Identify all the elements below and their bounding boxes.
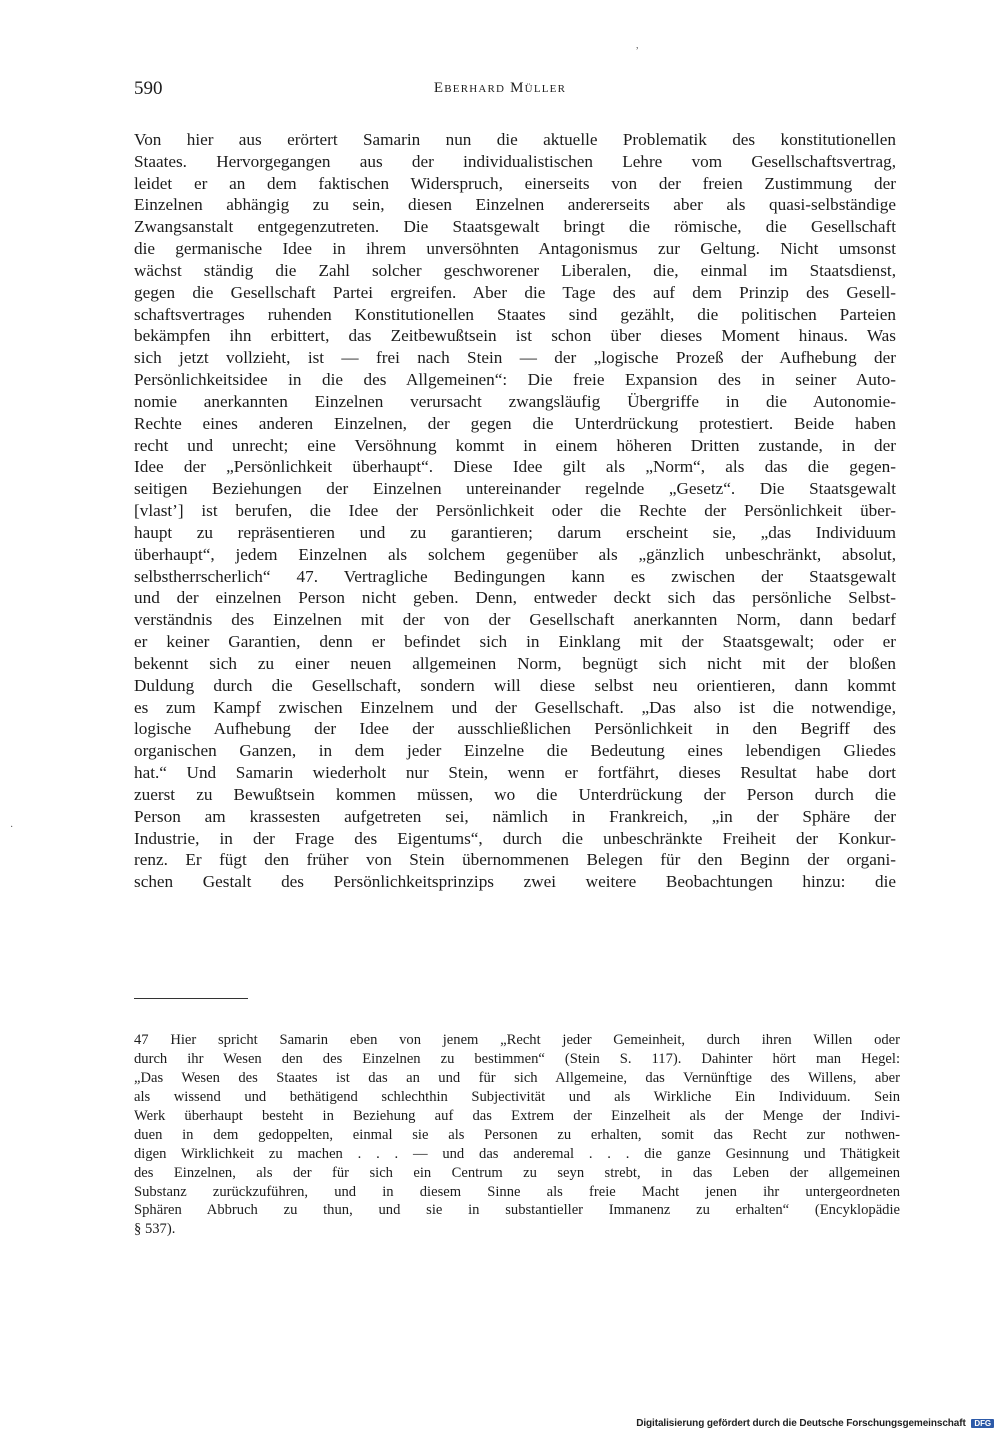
- footnote-line: Substanz zurückzuführen, und in diesem Sinne als freie Macht jenen ihr untergeordneten: [134, 1183, 900, 1200]
- page-number: 590: [134, 78, 163, 99]
- text-line: schaftsvertrages ruhenden Konstitutionellen Staates sind gezählt, die politischen Parteien: [134, 304, 896, 324]
- text-line: renz. Er fügt den früher von Stein übernommenen Belegen für den Beginn der organi-: [134, 850, 896, 870]
- text-line: bekämpfen ihn erbittert, das Zeitbewußtsein ist schon über dieses Moment hinaus. Was: [134, 326, 896, 346]
- running-head: Eberhard Müller: [433, 80, 567, 96]
- margin-mark: ·: [10, 822, 14, 833]
- footnote-line: § 537).: [134, 1221, 176, 1238]
- main-text: [134, 129, 896, 893]
- text-line: Von hier aus erörtert Samarin nun die aktuelle Problematik des konstitutionellen: [134, 130, 896, 149]
- text-line: Einzelnen abhängig zu sein, diesen Einzelnen andererseits aber als quasi-selbständige: [134, 195, 896, 215]
- text-line: nomie anerkannten Einzelnen verursacht zwangsläufig Übergriffe in die Autonomie-: [134, 391, 896, 411]
- text-line: gegen die Gesellschaft Partei ergreifen. Aber die Tage des auf dem Prinzip des Gesell-: [134, 282, 896, 302]
- text-line: die germanische Idee in ihrem unversöhnten Antagonismus zur Geltung. Nicht umsonst: [134, 239, 896, 259]
- text-line: Industrie, in der Frage des Eigentums“, durch die unbeschränkte Freiheit der Konkur-: [134, 828, 896, 848]
- text-line: Persönlichkeitsidee in die des Allgemeinen“: Die freie Expansion des in seiner Auto-: [134, 370, 896, 390]
- text-line: Zwangsanstalt entgegenzutreten. Die Staatsgewalt bringt die römische, die Gesellschaft: [134, 217, 896, 237]
- text-line: überhaupt“, jedem Einzelnen als solchem gegenüber als „gänzlich unbeschränkt, absolut,: [134, 544, 896, 564]
- text-line: schen Gestalt des Persönlichkeitsprinzips zwei weitere Beobachtungen hinzu: die: [134, 872, 896, 892]
- text-line: und der einzelnen Person nicht geben. Denn, entweder deckt sich das persönliche Selbst-: [134, 588, 896, 608]
- text-line: er keiner Garantien, denn er befindet sich in Einklang mit der Staatsgewalt; oder er: [134, 632, 896, 652]
- footnote-line: Werk überhaupt besteht in Beziehung auf das Extrem der Einzelheit als der Menge der Indivi-: [134, 1107, 900, 1124]
- digitization-credit: [636, 1418, 994, 1429]
- text-line: logische Aufhebung der Idee der ausschließlichen Persönlichkeit in den Begriff des: [134, 719, 896, 739]
- text-line: zuerst zu Bewußtsein kommen müssen, wo die Unterdrückung der Person durch die: [134, 784, 896, 804]
- text-line: bekennt sich zu einer neuen allgemeinen Norm, begnügt sich nicht mit der bloßen: [134, 653, 896, 673]
- text-line: leidet er an dem faktischen Widerspruch, einerseits von der freien Zustimmung der: [134, 173, 896, 193]
- footnote-line: des Einzelnen, als der für sich ein Centrum zu seyn strebt, in das Leben der allgemeinen: [134, 1164, 900, 1181]
- footnote-line: „Das Wesen des Staates ist das an und für sich Allgemeine, das Vernünftige des Willens, aber: [134, 1069, 900, 1086]
- footnote-line: 47 Hier spricht Samarin eben von jenem „Recht jeder Gemeinheit, durch ihren Willen oder: [134, 1032, 900, 1048]
- text-line: Duldung durch die Gesellschaft, sondern will diese selbst neu orientieren, dann kommt: [134, 675, 896, 695]
- text-line: selbstherrscherlich“ 47. Vertragliche Bedingungen kann es zwischen der Staatsgewalt: [134, 566, 896, 586]
- footnote-line: als wissend und bethätigend schlechthin Subjectivität und als Wirkliche Ein Individuum. Sein: [134, 1088, 900, 1105]
- footnote-line: durch ihr Wesen den des Einzelnen zu bestimmen“ (Stein S. 117). Dahinter hört man Hegel:: [134, 1050, 900, 1067]
- margin-mark: ,: [636, 40, 639, 51]
- text-line: sich jetzt vollzieht, ist — frei nach Stein — der „logische Prozeß der Aufhebung der: [134, 348, 896, 368]
- text-line: wächst ständig die Zahl solcher geschworener Liberalen, die, einmal im Staatsdienst,: [134, 260, 896, 280]
- credit-text: Digitalisierung gefördert durch die Deutsche Forschungsgemeinschaft: [636, 1418, 966, 1429]
- text-line: [vlast’] ist berufen, die Idee der Persönlichkeit oder die Rechte der Persönlichkeit über-: [134, 501, 896, 521]
- text-line: haupt zu repräsentieren und zu garantieren; darum erscheint sie, „das Individuum: [134, 522, 896, 542]
- dfg-logo-icon: DFG: [971, 1419, 994, 1428]
- text-line: Staates. Hervorgegangen aus der individualistischen Lehre vom Gesellschaftsvertrag,: [134, 151, 896, 171]
- footnote-divider: [134, 998, 248, 999]
- text-line: hat.“ Und Samarin wiederholt nur Stein, wenn er fortfährt, dieses Resultat habe dort: [134, 763, 896, 783]
- text-line: seitigen Beziehungen der Einzelnen untereinander regelnde „Gesetz“. Die Staatsgewalt: [134, 479, 896, 499]
- text-line: Person am krassesten aufgetreten sei, nämlich in Frankreich, „in der Sphäre der: [134, 806, 896, 826]
- footnote-line: duen in dem gedoppelten, einmal sie als Personen zu erhalten, somit das Recht zur nothwen-: [134, 1126, 900, 1143]
- footnote-line: digen Wirklichkeit zu machen . . . — und das anderemal . . . die ganze Gesinnung und Thätigkeit: [134, 1145, 900, 1162]
- text-line: organischen Ganzen, in dem jeder Einzelne die Bedeutung eines lebendigen Gliedes: [134, 741, 896, 761]
- text-line: Rechte eines anderen Einzelnen, der gegen die Unterdrückung protestiert. Beide haben: [134, 413, 896, 433]
- text-line: es zum Kampf zwischen Einzelnem und der Gesellschaft. „Das also ist die notwendige,: [134, 697, 896, 717]
- text-line: recht und unrecht; eine Versöhnung kommt in einem höheren Dritten zustande, in der: [134, 435, 896, 455]
- text-line: Idee der „Persönlichkeit überhaupt“. Diese Idee gilt als „Norm“, als das die gegen-: [134, 457, 896, 477]
- footnote-47: [134, 1031, 900, 1239]
- text-line: verständnis des Einzelnen mit der von der Gesellschaft anerkannten Norm, dann bedarf: [134, 610, 896, 630]
- footnote-line: Sphären Abbruch zu thun, und sie in substantieller Immanenz zu erhalten“ (Encyklopädie: [134, 1202, 900, 1219]
